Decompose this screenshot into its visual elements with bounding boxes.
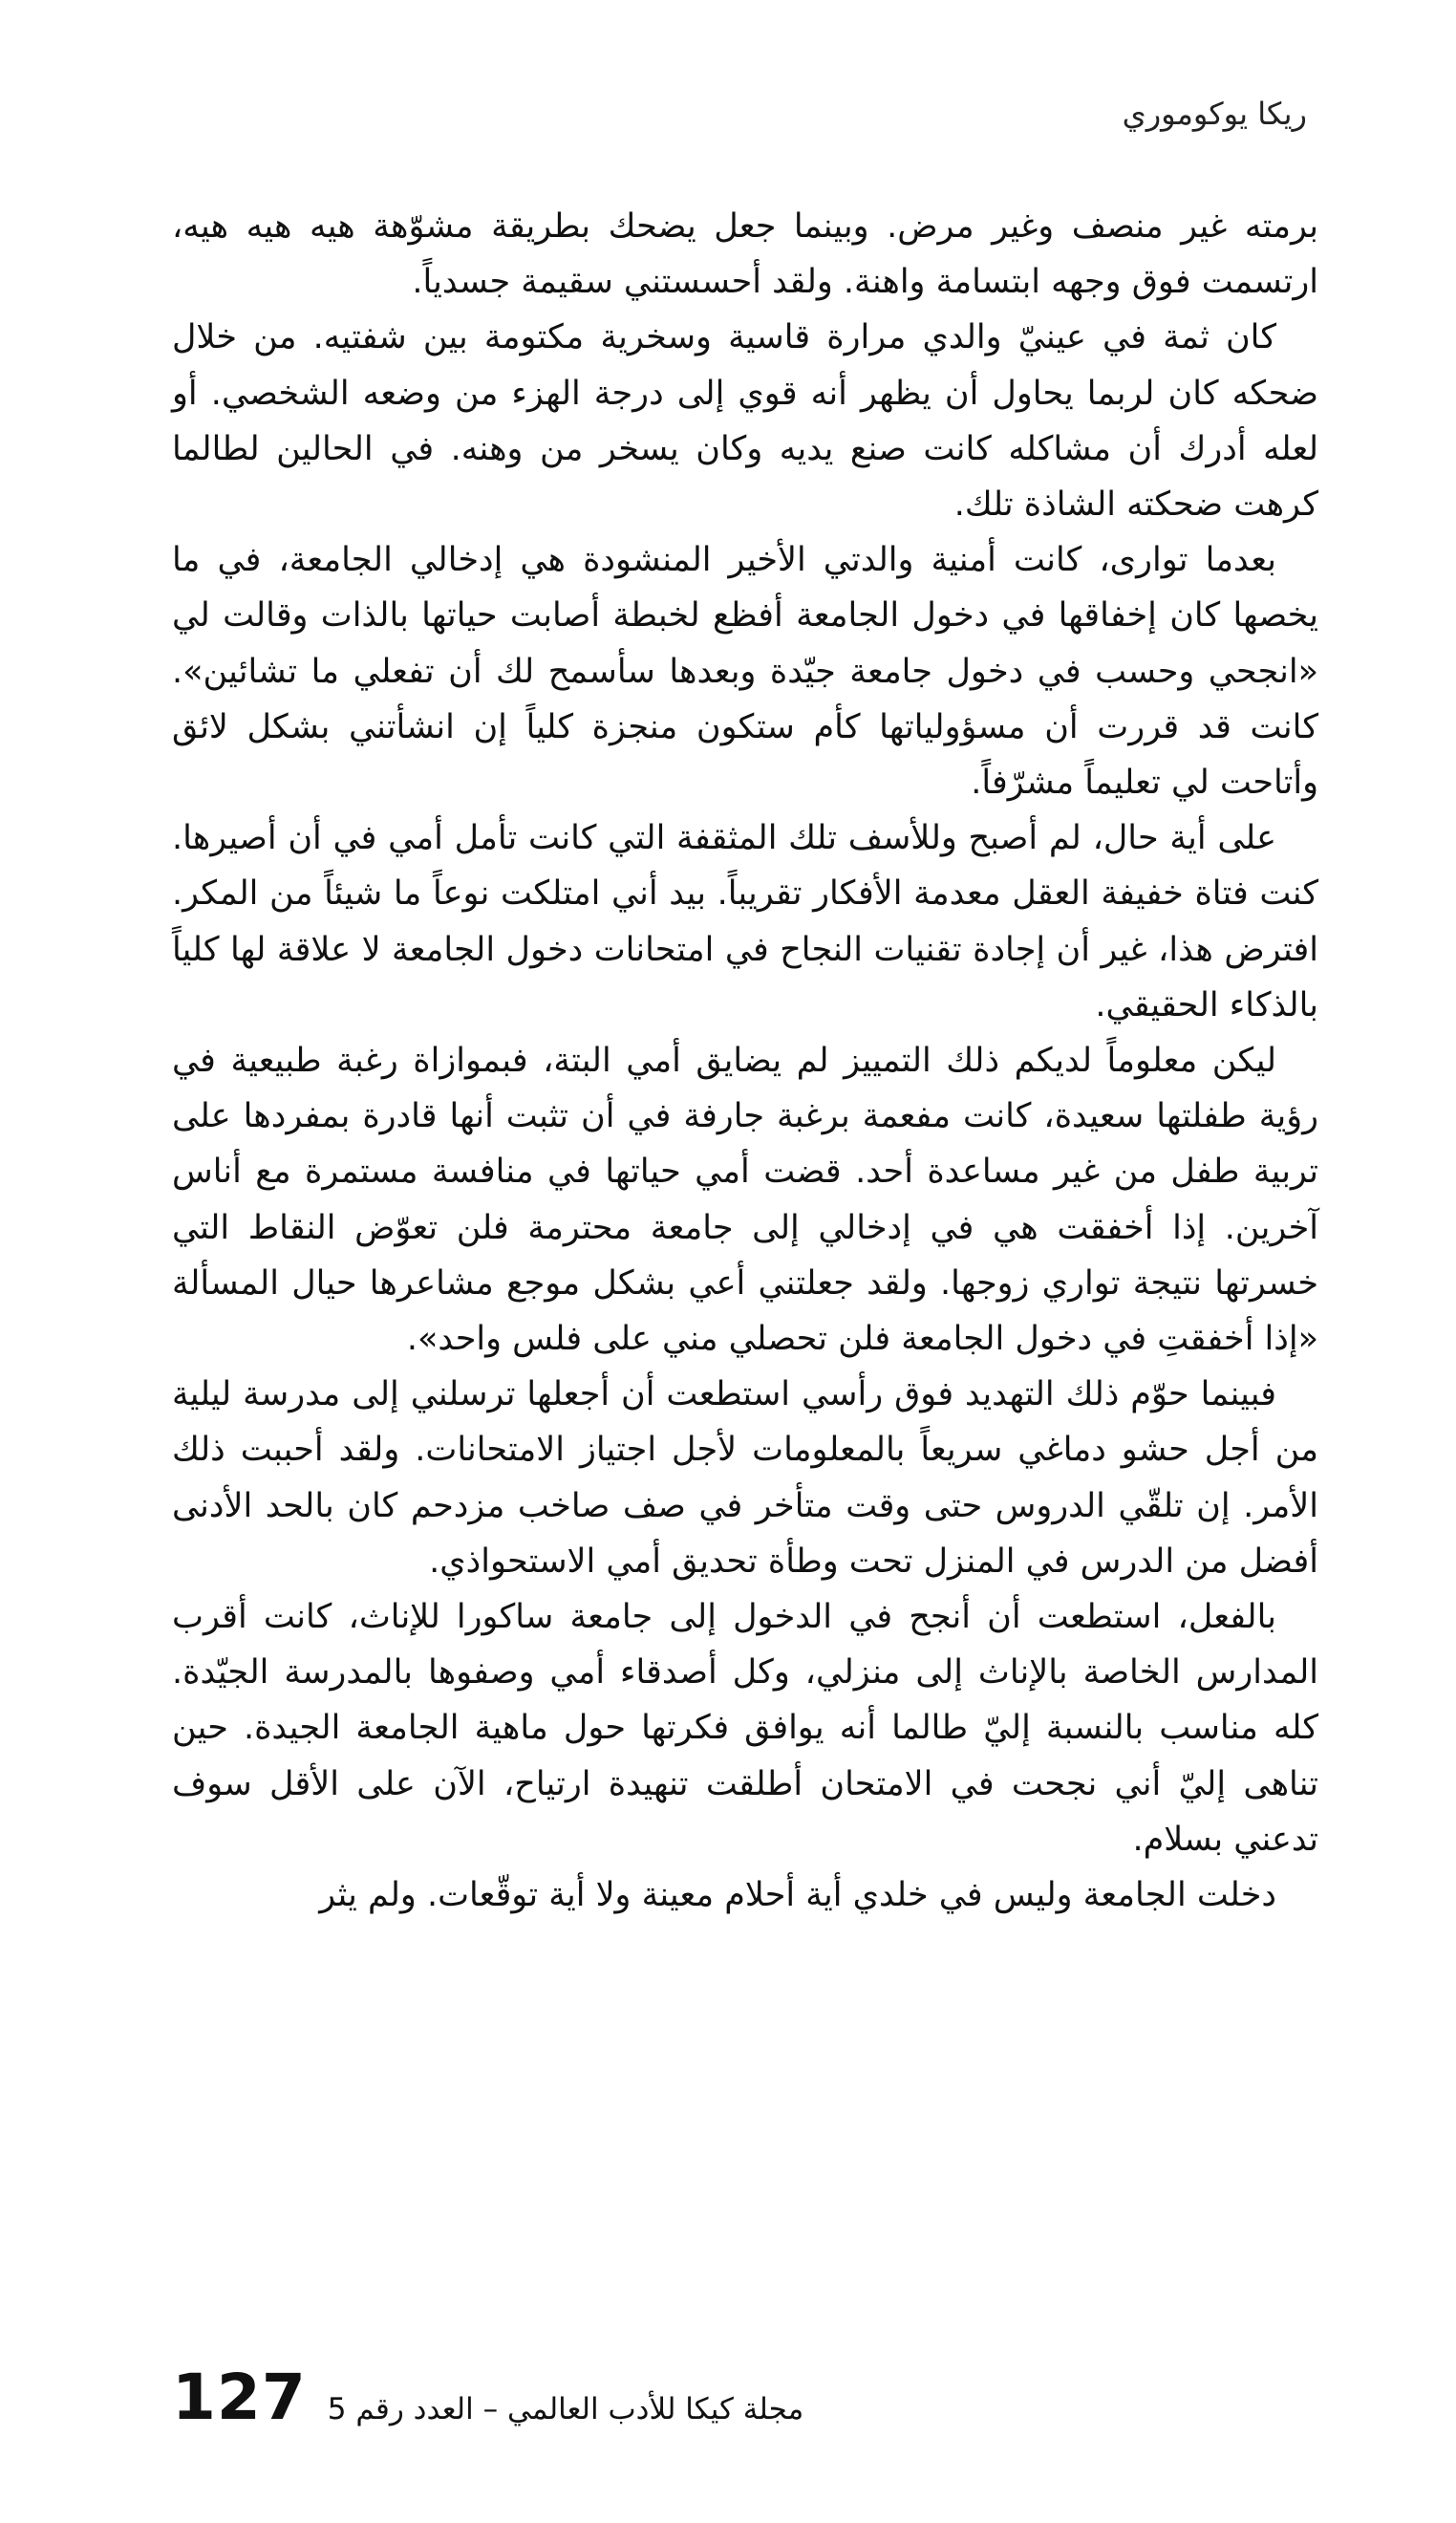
paragraph: برمته غير منصف وغير مرض. وبينما جعل يضحك بطريقة مشوّهة هيه هيه هيه، ارتسمت فوق وجهه ابتسامة واهنة. ولقد أحسستني سقيمة جسدياً. (172, 207, 1318, 302)
paragraph: ليكن معلوماً لديكم ذلك التمييز لم يضايق أمي البتة، فبموازاة رغبة طبيعية في رؤية طفلتها سعيدة، كانت مفعمة برغبة جارفة في أن تثبت أنها قادرة بمفردها على تربية طفل من غير مساعدة أحد. قضت أمي حياتها في منافسة مستمرة مع أناس آخرين. إذا أخفقت هي في إدخالي إلى جامعة محترمة فلن تعوّض النقاط التي خسرتها نتيجة تواري زوجها. ولقد جعلتني أعي بشكل موجع مشاعرها حيال المسألة «إذا أخفقتِ في دخول الجامعة فلن تحصلي مني على فلس واحد». (172, 1042, 1318, 1359)
paragraph: كان ثمة في عينيّ والدي مرارة قاسية وسخرية مكتومة بين شفتيه. من خلال ضحكه كان لربما يحاول أن يظهر أنه قوي إلى درجة الهزء من وضعه الشخصي. أو لعله أدرك أن مشاكله كانت صنع يديه وكان يسخر من وهنه. في الحالين لطالما كرهت ضحكته الشاذة تلك. (172, 318, 1318, 525)
page-number: 127 (172, 2361, 307, 2434)
page-footer (172, 2361, 803, 2434)
paragraph: بعدما توارى، كانت أمنية والدتي الأخير المنشودة هي إدخالي الجامعة، في ما يخصها كان إخفاقها في دخول الجامعة أفظع لخبطة أصابت حياتها بالذات وقالت لي «انجحي وحسب في دخول جامعة جيّدة وبعدها سأسمح لك أن تفعلي ما تشائين». كانت قد قررت أن مسؤولياتها كأم ستكون منجزة كلياً إن انشأتني بشكل لائق وأتاحت لي تعليماً مشرّفاً. (172, 541, 1318, 803)
journal-issue-info: مجلة كيكا للأدب العالمي – العدد رقم 5 (327, 2392, 804, 2426)
paragraph: فبينما حوّم ذلك التهديد فوق رأسي استطعت أن أجعلها ترسلني إلى مدرسة ليلية من أجل حشو دماغي سريعاً بالمعلومات لأجل اجتياز الامتحانات. ولقد أحببت ذلك الأمر. إن تلقّي الدروس حتى وقت متأخر في صف صاخب مزدحم كان بالحد الأدنى أفضل من الدرس في المنزل تحت وطأة تحديق أمي الاستحواذي. (172, 1375, 1318, 1581)
paragraph: دخلت الجامعة وليس في خلدي أية أحلام معينة ولا أية توقّعات. ولم يثر (319, 1876, 1276, 1915)
paragraph: على أية حال، لم أصبح وللأسف تلك المثقفة التي كانت تأمل أمي في أن أصيرها. كنت فتاة خفيفة العقل معدمة الأفكار تقريباً. بيد أني امتلكت نوعاً ما شيئاً من المكر. افترض هذا، غير أن إجادة تقنيات النجاح في امتحانات دخول الجامعة لا علاقة لها كلياً بالذكاء الحقيقي. (172, 819, 1318, 1024)
running-head-author: ريكا يوكوموري (1122, 96, 1307, 132)
body-text (172, 199, 1318, 1923)
paragraph: بالفعل، استطعت أن أنجح في الدخول إلى جامعة ساكورا للإناث، كانت أقرب المدارس الخاصة بالإناث إلى منزلي، وكل أصدقاء أمي وصفوها بالمدرسة الجيّدة. كله مناسب بالنسبة إليّ طالما أنه يوافق فكرتها حول ماهية الجامعة الجيدة. حين تناهى إليّ أني نجحت في الامتحان أطلقت تنهيدة ارتياح، الآن على الأقل سوف تدعني بسلام. (172, 1598, 1318, 1859)
